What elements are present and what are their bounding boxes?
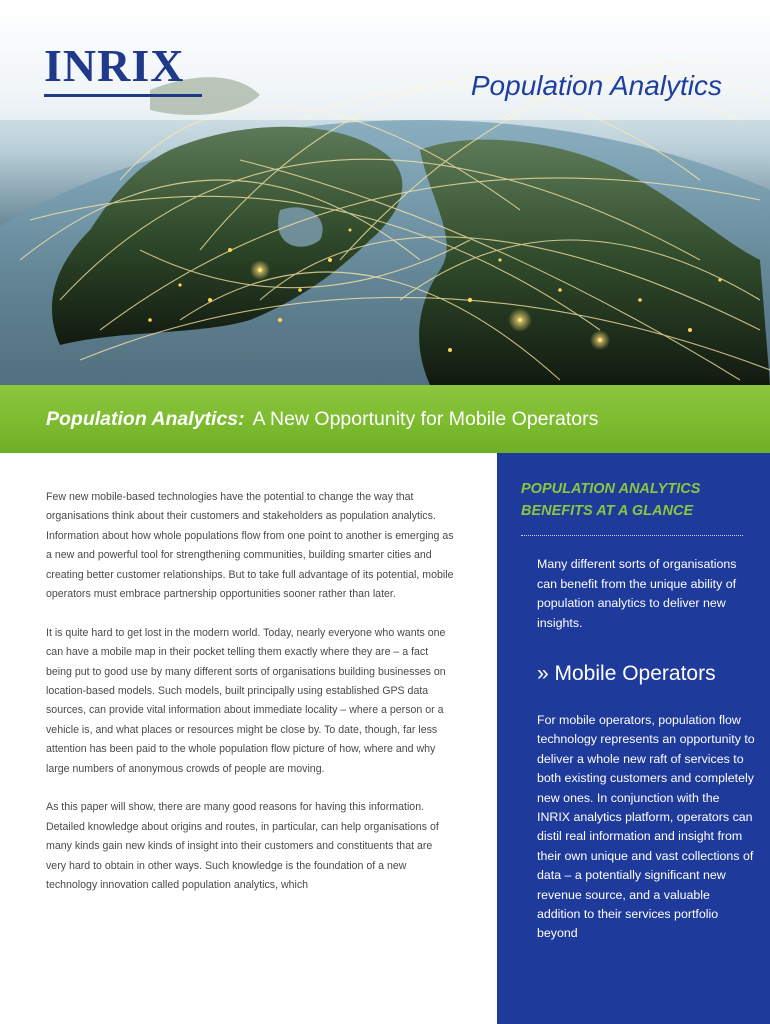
- logo-underline: [44, 94, 202, 97]
- title-band: [0, 385, 770, 453]
- title-rest: A New Opportunity for Mobile Operators: [252, 408, 599, 430]
- inrix-logo: [44, 42, 204, 97]
- benefits-sidebar: [497, 453, 770, 1024]
- sidebar-body: For mobile operators, population flow technology represents an opportunity to deliver a whole new raft of services to both existing customers and completely new ones. In conjunction with the INRIX analytics platform, operators can distil real information and insight from their own unique and vast collections of data – a potentially significant new revenue source, and a valuable addition to their services portfolio beyond: [537, 713, 755, 941]
- document-title: [46, 408, 598, 431]
- title-emphasis: Population Analytics:: [46, 408, 245, 430]
- hero-title: Population Analytics: [470, 70, 722, 101]
- sidebar-heading: POPULATION ANALYTICS BENEFITS AT A GLANCE: [521, 481, 701, 519]
- hero-banner: [0, 0, 770, 385]
- dotted-divider: [521, 535, 743, 536]
- sidebar-subheading: » Mobile Operators: [537, 662, 716, 685]
- logo-text: INRIX: [44, 40, 185, 91]
- main-column: [46, 488, 454, 915]
- body-paragraph: Few new mobile-based technologies have the potential to change the way that organisations think about their customers and stakeholders as population analytics. Information about how whole populations flow from one point to another is emerging as a new and powerful tool for strengthening communities, building smarter cities and creating better customer relationships. But to take full advantage of its potential, mobile operators must embrace partnership opportunities sooner rather than later.: [46, 491, 454, 601]
- sidebar-intro: Many different sorts of organisations can benefit from the unique ability of population analytics to deliver new insights.: [537, 557, 737, 630]
- body-paragraph: It is quite hard to get lost in the modern world. Today, nearly everyone who wants one can have a mobile map in their pocket telling them exactly where they are – a fact being put to good use by many different sorts of organisations building businesses on location-based models. Such models, built principally using established GPS data sources, can provide vital information about immediate locality – where a person or a vehicle is, and what places or resources might be close by. To date, though, far less attention has been paid to the whole population flow picture of how, where and why large numbers of anonymous crowds of people are moving.: [46, 626, 446, 775]
- body-paragraph: As this paper will show, there are many good reasons for having this information. Detailed knowledge about origins and routes, in particular, can help organisations of many kinds gain new kinds of insight into their customers and constituents that are very hard to obtain in other ways. Such knowledge is the foundation of a new technology innovation called population analytics, which: [46, 801, 439, 892]
